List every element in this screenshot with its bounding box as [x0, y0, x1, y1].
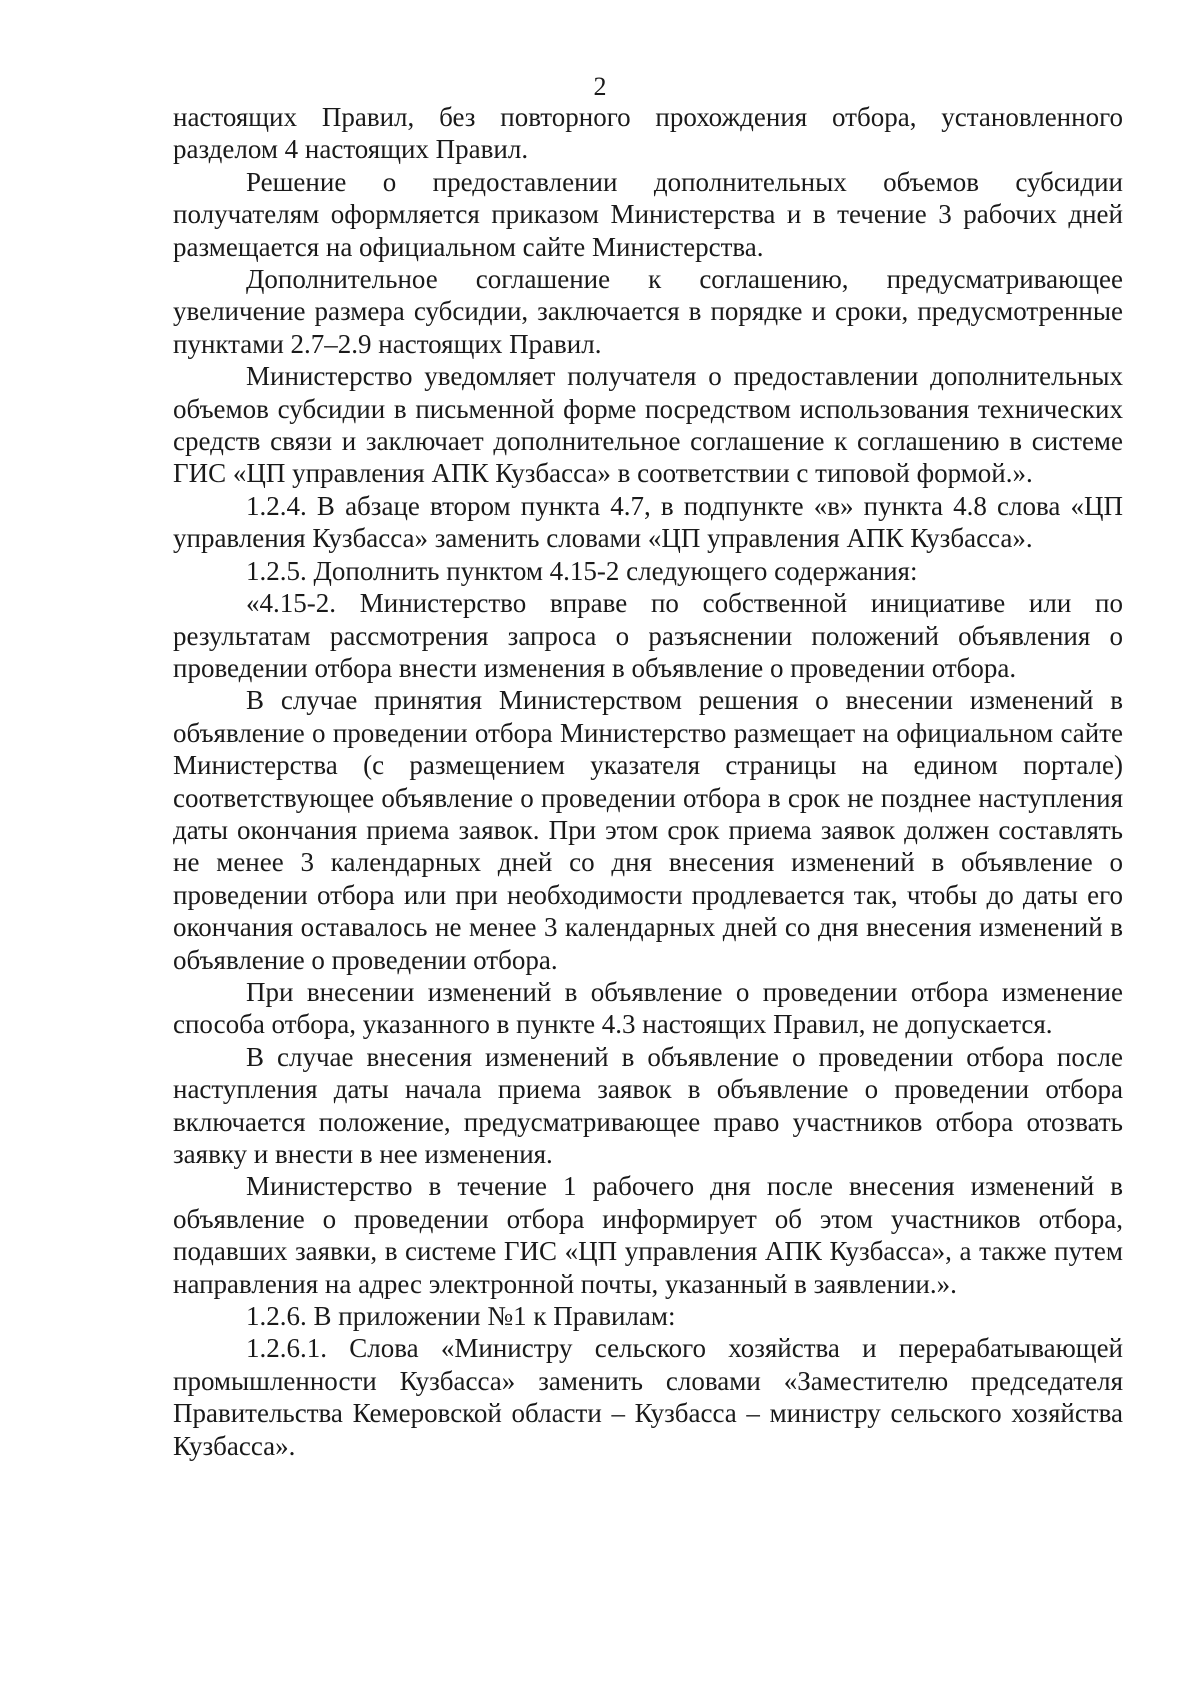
paragraph-3: Дополнительное соглашение к соглашению, предусматривающее увеличение размера субсидии, заключается в порядке и сроки, предусмотренные пунктами 2.7–2.9 настоящих Правил. — [173, 264, 1123, 359]
paragraph-5: 1.2.4. В абзаце втором пункта 4.7, в подпункте «в» пункта 4.8 слова «ЦП управления Кузбасса» заменить словами «ЦП управления АПК Кузбасса». — [173, 490, 1123, 554]
paragraph-8: В случае принятия Министерством решения о внесении изменений в объявление о проведении отбора Министерство размещает на официальном сайте Министерства (с размещением указателя страницы на едином портале) соответствующее объявление о проведении отбора в срок не позднее наступления даты окончания приема заявок. При этом срок приема заявок должен составлять не менее 3 календарных дней со дня внесения изменений в объявление о проведении отбора или при необходимости продлевается так, чтобы до даты его окончания оставалось не менее 3 календарных дней со дня внесения изменений в объявление о проведении отбора. — [173, 685, 1123, 975]
paragraph-6: 1.2.5. Дополнить пунктом 4.15-2 следующего содержания: — [246, 555, 918, 586]
paragraph-7: «4.15-2. Министерство вправе по собственной инициативе или по результатам рассмотрения запроса о разъяснении положений объявления о проведении отбора внести изменения в объявление о проведении отбора. — [173, 588, 1123, 683]
paragraph-4: Министерство уведомляет получателя о предоставлении дополнительных объемов субсидии в письменной форме посредством использования технических средств связи и заключает дополнительное соглашение к соглашению в системе ГИС «ЦП управления АПК Кузбасса» в соответствии с типовой формой.». — [173, 361, 1123, 489]
document-body — [173, 101, 1123, 1462]
paragraph-2: Решение о предоставлении дополнительных объемов субсидии получателям оформляется приказом Министерства и в течение 3 рабочих дней размещается на официальном сайте Министерства. — [173, 166, 1123, 262]
paragraph-12: 1.2.6. В приложении №1 к Правилам: — [246, 1301, 676, 1332]
paragraph-10: В случае внесения изменений в объявление о проведении отбора после наступления даты начала приема заявок в объявление о проведении отбора включается положение, предусматривающее право участников отбора отозвать заявку и внести в нее изменения. — [173, 1041, 1123, 1169]
paragraph-1: настоящих Правил, без повторного прохождения отбора, установленного разделом 4 настоящих Правил. — [173, 102, 1123, 165]
paragraph-13: 1.2.6.1. Слова «Министру сельского хозяйства и перерабатывающей промышленности Кузбасса» заменить словами «Заместителю председателя Правительства Кемеровской области – Кузбасса – министру сельского хозяйства Кузбасса». — [173, 1333, 1123, 1461]
paragraph-9: При внесении изменений в объявление о проведении отбора изменение способа отбора, указанного в пункте 4.3 настоящих Правил, не допускается. — [173, 976, 1123, 1040]
paragraph-11: Министерство в течение 1 рабочего дня после внесения изменений в объявление о проведении отбора информирует об этом участников отбора, подавших заявки, в системе ГИС «ЦП управления АПК Кузбасса», а также путем направления на адрес электронной почты, указанный в заявлении.». — [173, 1171, 1123, 1299]
page-number: 2 — [593, 72, 607, 101]
